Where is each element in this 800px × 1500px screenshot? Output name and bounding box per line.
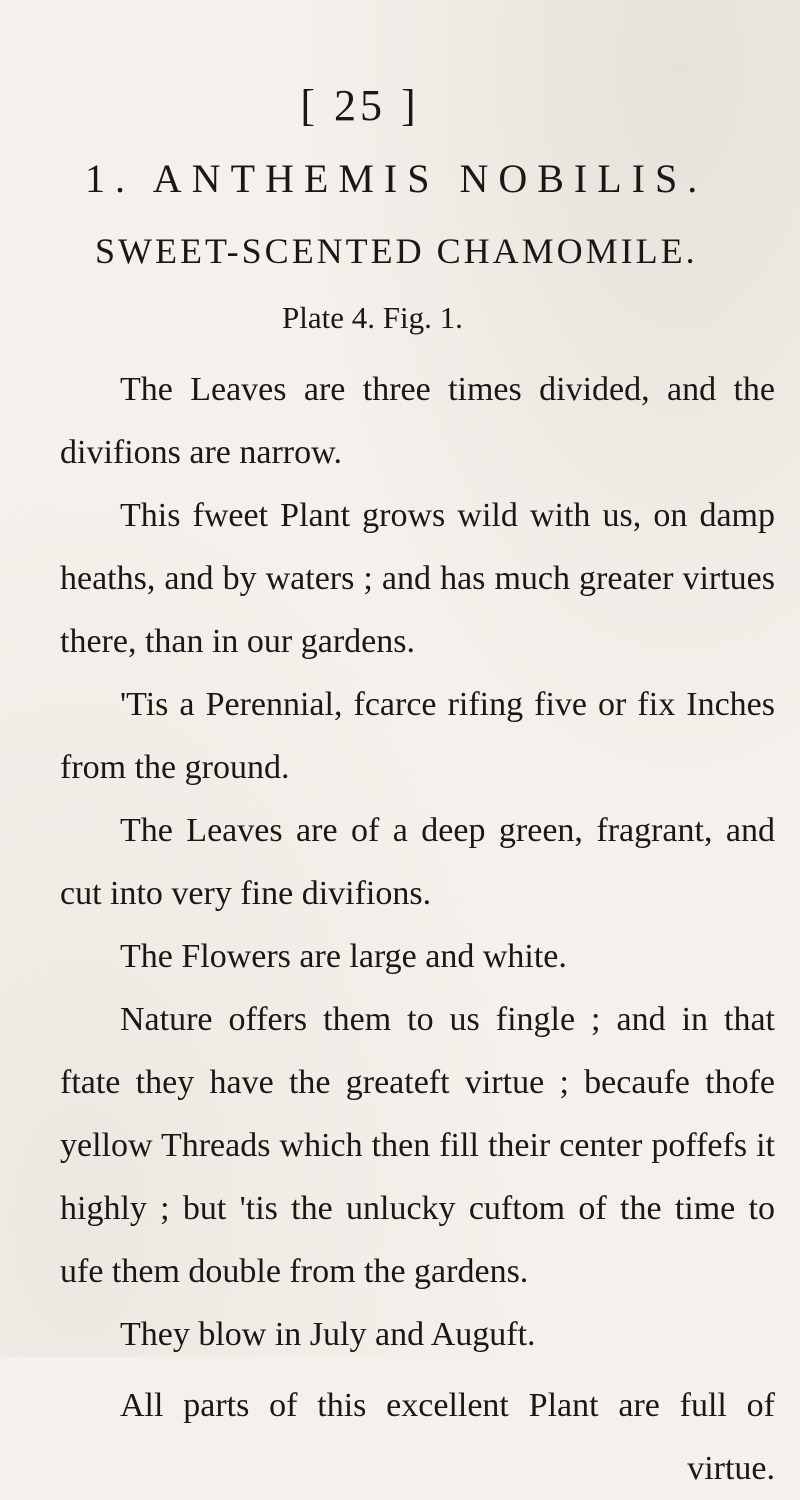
paragraph: The Leaves are of a deep green, fragrant, and cut into very fine divifions.	[60, 812, 775, 912]
paragraph: 'Tis a Perennial, fcarce rifing five or fix Inches from the ground.	[60, 686, 775, 786]
paragraph: The Leaves are three times divided, and the divifions are narrow.	[60, 371, 775, 471]
paragraph: All parts of this excellent Plant are full of virtue.	[120, 1387, 775, 1487]
body-text	[60, 358, 775, 1500]
paragraph: They blow in July and Auguft.	[120, 1316, 536, 1353]
page-subtitle: SWEET-SCENTED CHAMOMILE.	[95, 231, 698, 271]
paragraph: The Flowers are large and white.	[120, 938, 567, 975]
plate-reference: Plate 4. Fig. 1.	[282, 300, 463, 335]
paragraph: This fweet Plant grows wild with us, on damp heaths, and by waters ; and has much greater virtues there, than in our gardens.	[60, 497, 775, 660]
paragraph: Nature offers them to us fingle ; and in that ftate they have the greateft virtue ; becaufe thofe yellow Threads which then fill their center poffefs it highly ; but 'tis the unlucky cuftom of the time to ufe them double from the gardens.	[60, 1001, 775, 1290]
page-number: [ 25 ]	[300, 81, 420, 130]
page-title: 1. ANTHEMIS NOBILIS.	[85, 156, 708, 201]
